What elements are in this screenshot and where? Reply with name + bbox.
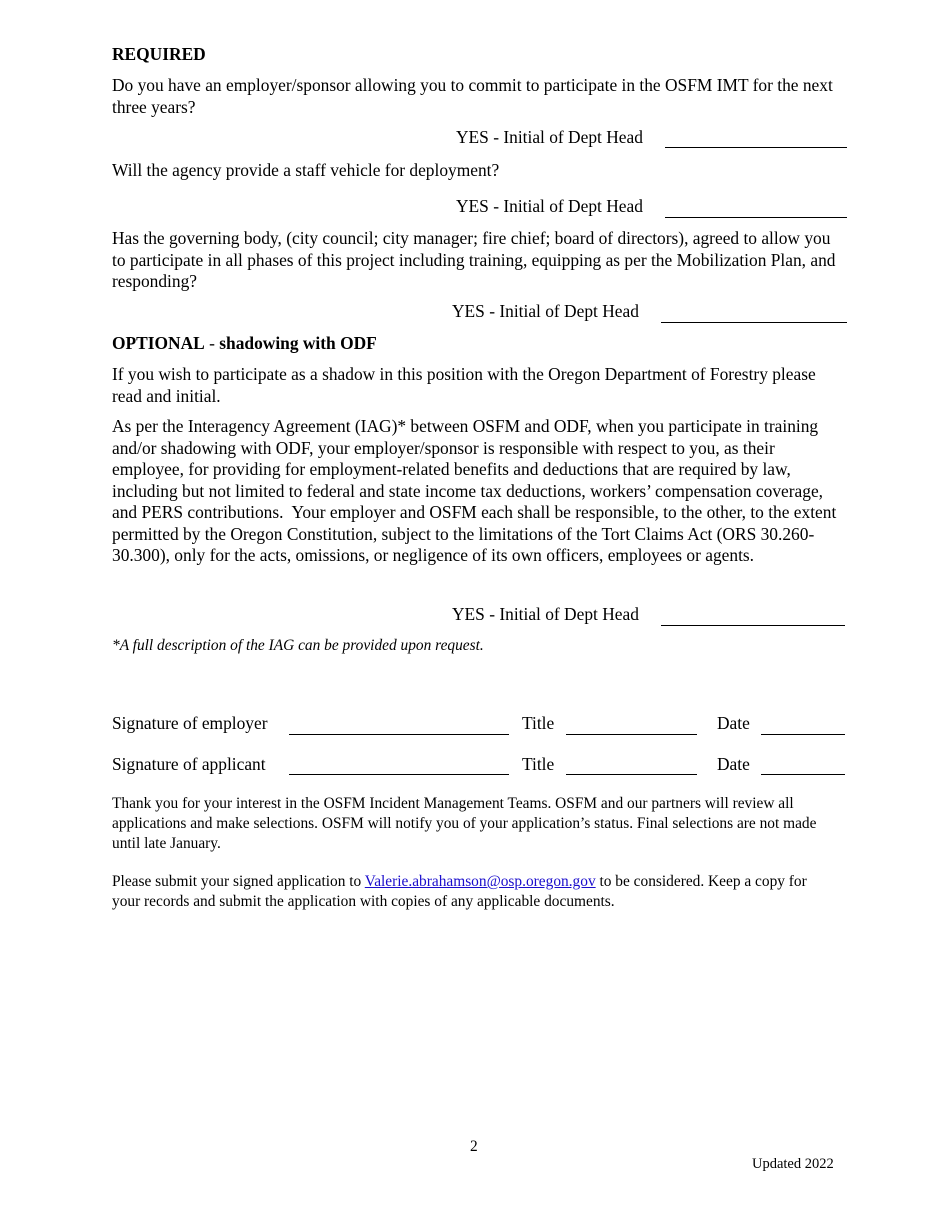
- updated-year: Updated 2022: [752, 1156, 834, 1172]
- page-number: 2: [470, 1138, 478, 1155]
- yes-initial-row-1: [112, 127, 847, 151]
- question-employer-sponsor: Do you have an employer/sponsor allowing you to commit to participate in the OSFM IMT for the next three years?: [112, 75, 833, 117]
- initial-field-2[interactable]: [665, 217, 847, 218]
- applicant-signature-row: [112, 754, 847, 780]
- optional-heading-label: OPTIONAL: [112, 333, 205, 353]
- employer-date-field[interactable]: [761, 734, 845, 735]
- yes-initial-row-4: [112, 604, 847, 628]
- initial-field-1[interactable]: [665, 147, 847, 148]
- employer-date-label: Date: [717, 713, 750, 733]
- yes-initial-label: YES - Initial of Dept Head: [456, 127, 643, 147]
- applicant-signature-label: Signature of applicant: [112, 754, 266, 774]
- submit-text-before: Please submit your signed application to: [112, 873, 365, 890]
- optional-heading: [112, 333, 377, 355]
- submit-instructions: [112, 872, 837, 912]
- employer-signature-label: Signature of employer: [112, 713, 268, 733]
- yes-initial-label: YES - Initial of Dept Head: [456, 196, 643, 216]
- initial-field-3[interactable]: [661, 322, 847, 323]
- employer-title-label: Title: [522, 713, 555, 733]
- yes-initial-label: YES - Initial of Dept Head: [452, 301, 639, 321]
- applicant-title-field[interactable]: [566, 774, 697, 775]
- applicant-signature-field[interactable]: [289, 774, 509, 775]
- yes-initial-row-3: [112, 301, 847, 325]
- employer-signature-field[interactable]: [289, 734, 509, 735]
- iag-agreement-paragraph: As per the Interagency Agreement (IAG)* between OSFM and ODF, when you participate in training and/or shadowing with ODF, your employer/sponsor is responsible with respect to you, as their employee, for providing for employment-related benefits and deductions that are required by law, including but not limited to federal and state income tax deductions, workers’ compensation coverage, and PERS contributions. Your employer and OSFM each shall be responsible, to the other, to the extent permitted by the Oregon Constitution, subject to the limitations of the Tort Claims Act (ORS 30.260-30.300), only for the acts, omissions, or negligence of its own officers, employees or agents.: [112, 416, 841, 565]
- submit-text-after: to be considered. Keep a copy for your records and submit the application with copies of any applicable documents.: [112, 873, 807, 910]
- thank-you-paragraph: Thank you for your interest in the OSFM Incident Management Teams. OSFM and our partners will review all applications and make selections. OSFM will notify you of your application’s status. Final selections are not made until late January.: [112, 795, 817, 852]
- applicant-date-field[interactable]: [761, 774, 845, 775]
- optional-heading-text: shadowing with ODF: [219, 333, 377, 353]
- yes-initial-label: YES - Initial of Dept Head: [452, 604, 639, 624]
- applicant-title-label: Title: [522, 754, 555, 774]
- question-governing-body: Has the governing body, (city council; city manager; fire chief; board of directors), agreed to allow you to participate in all phases of this project including training, equipping as per the Mobilization Plan, and responding?: [112, 228, 836, 291]
- applicant-date-label: Date: [717, 754, 750, 774]
- employer-signature-row: [112, 713, 847, 739]
- email-link[interactable]: Valerie.abrahamson@osp.oregon.gov: [364, 873, 596, 890]
- initial-field-4[interactable]: [661, 625, 845, 626]
- required-heading: REQUIRED: [112, 44, 206, 64]
- yes-initial-row-2: [112, 196, 847, 220]
- optional-intro: If you wish to participate as a shadow in this position with the Oregon Department of Forestry please read and initial.: [112, 364, 816, 406]
- employer-title-field[interactable]: [566, 734, 697, 735]
- iag-footnote: *A full description of the IAG can be provided upon request.: [112, 637, 484, 654]
- optional-heading-separator: -: [204, 333, 220, 353]
- question-staff-vehicle: Will the agency provide a staff vehicle for deployment?: [112, 160, 500, 180]
